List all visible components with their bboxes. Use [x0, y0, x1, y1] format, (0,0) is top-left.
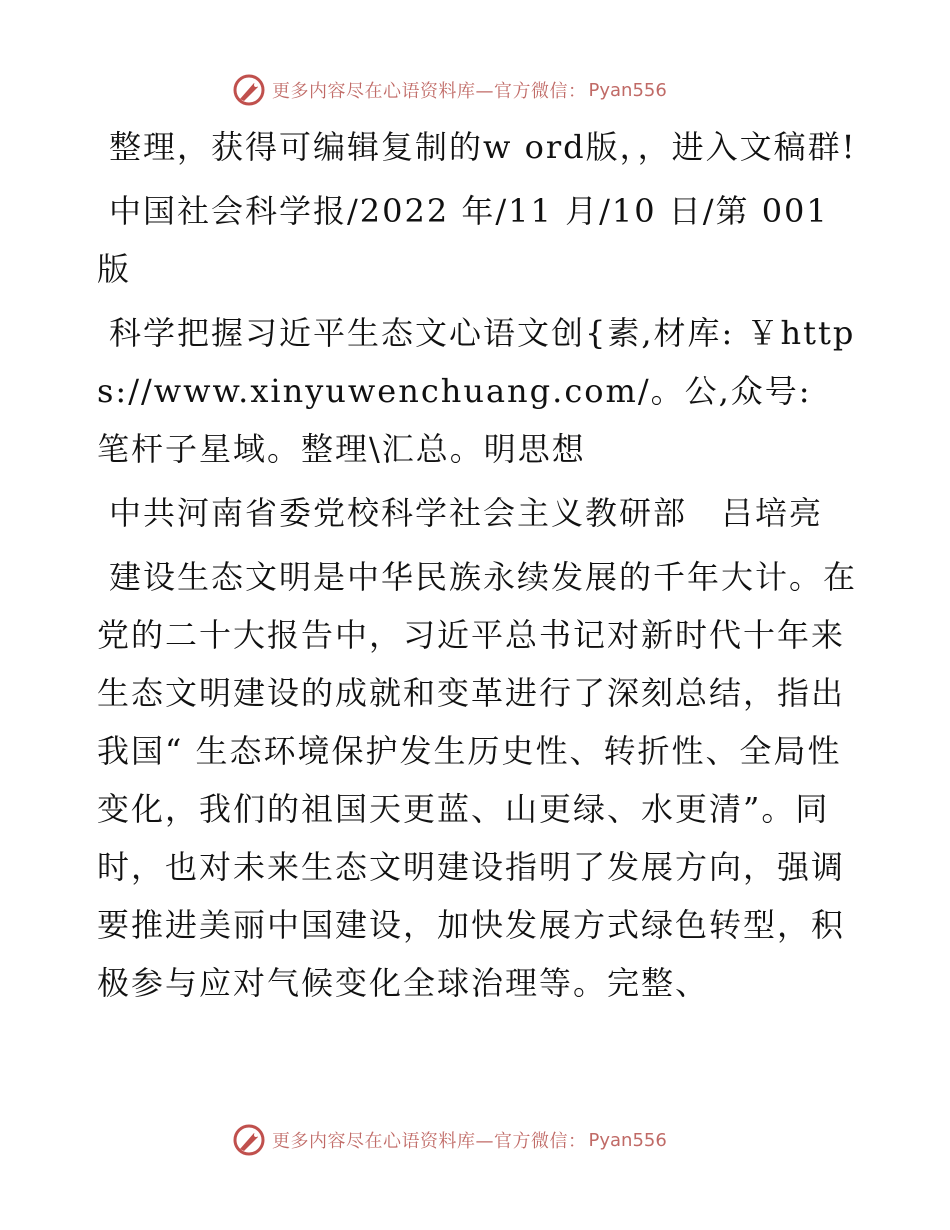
- paragraph-intro: [97, 118, 857, 176]
- paragraph-body-text: 建设生态文明是中华民族永续发展的千年大计。在党的二十大报告中，习近平总书记对新时代十年来生态文明建设的成就和变革进行了深刻总结，指出我国“ 生态环境保护发生历史性、转折性、全局性变化，我们的祖国天更蓝、山更绿、水更清”。同时，也对未来生态文明建设指明了发展方向，强调要推进美丽中国建设，加快发展方式绿色转型，积极参与应对气候变化全球治理等。完整、: [97, 558, 858, 1002]
- paragraph-source: [97, 182, 857, 298]
- paragraph-body: [97, 548, 857, 1012]
- banner-wechat-id: Pyan556: [588, 1129, 667, 1151]
- paragraph-title-text: 科学把握习近平生态文心语文创{素,材库: ￥https://www.xinyuwenchuang.com/。公,众号: 笔杆子星域。整理\汇总。明思想: [97, 314, 856, 468]
- footer-watermark-banner: [232, 1122, 667, 1158]
- paragraph-source-text: 中国社会科学报/2022 年/11 月/10 日/第 001 版: [97, 192, 829, 288]
- paragraph-author: [97, 484, 857, 542]
- paragraph-intro-text: 整理，获得可编辑复制的w ord版，，进入文稿群!: [109, 128, 857, 166]
- banner-text: 更多内容尽在心语资料库—官方微信：: [272, 1131, 587, 1152]
- pen-nib-circle-icon: [232, 73, 266, 107]
- paragraph-author-text: 中共河南省委党校科学社会主义教研部 吕培亮: [109, 494, 824, 532]
- header-watermark-banner: [232, 72, 667, 108]
- pen-nib-circle-icon: [232, 1123, 266, 1157]
- banner-wechat-id: Pyan556: [588, 79, 667, 101]
- paragraph-title: [97, 304, 857, 478]
- banner-text: 更多内容尽在心语资料库—官方微信：: [272, 81, 587, 102]
- document-body: [97, 118, 857, 1018]
